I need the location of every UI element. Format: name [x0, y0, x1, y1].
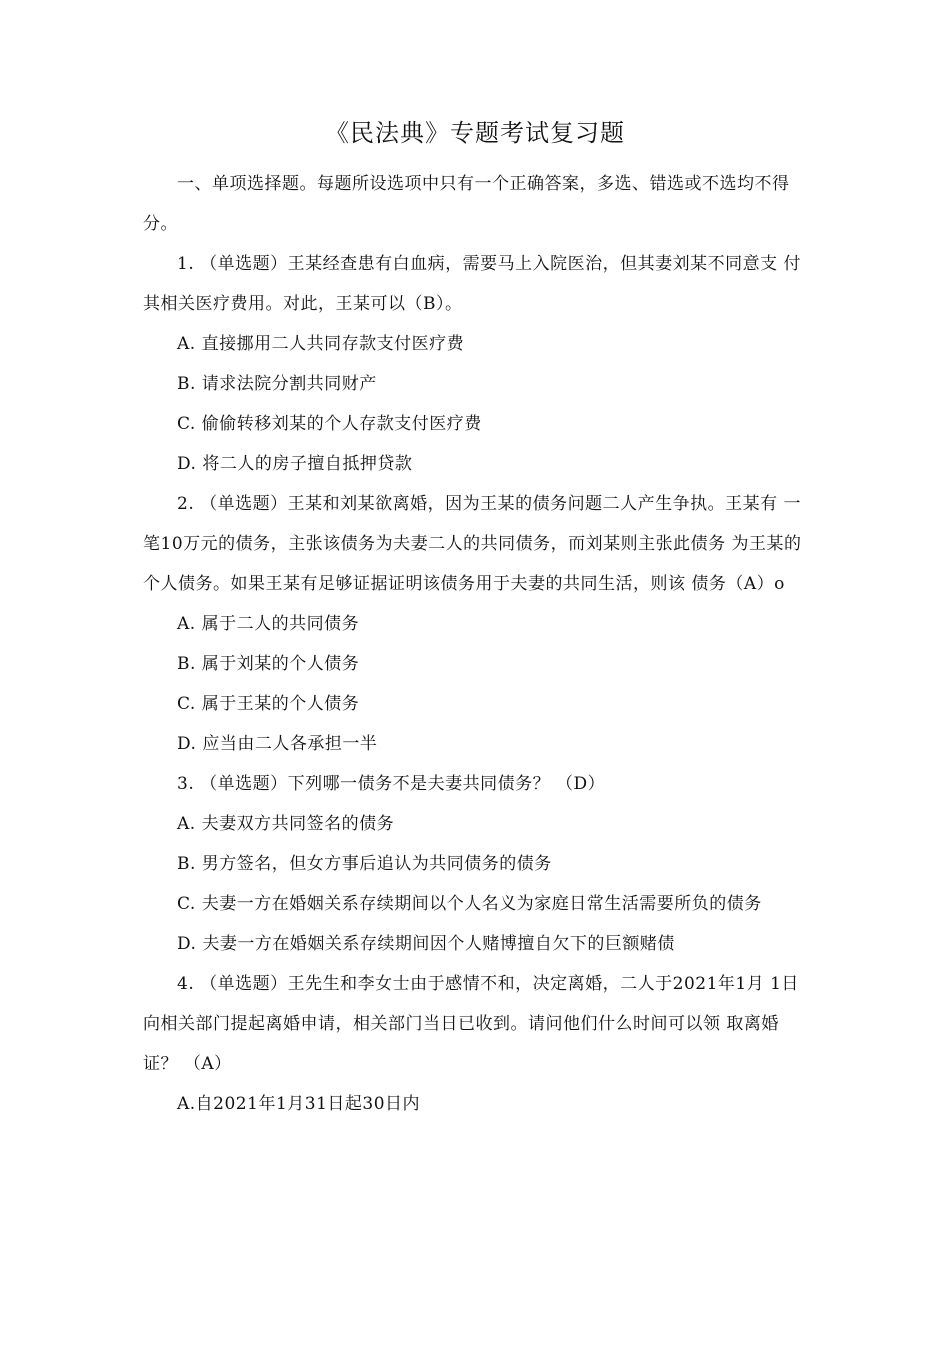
question-2-option-c: C. 属于王某的个人债务	[177, 694, 360, 714]
question-2-option-b: B. 属于刘某的个人债务	[177, 654, 360, 674]
question-1-stem: 1. （单选题）王某经查患有白血病，需要马上入院医治，但其妻刘某不同意支 付其相关医疗费用。对此，王某可以（B）。	[143, 254, 802, 314]
question-4-stem: 4. （单选题）王先生和李女士由于感情不和，决定离婚，二人于2021年1月 1日向相关部门提起离婚申请，相关部门当日已收到。请问他们什么时间可以领 取离婚证？ （A）	[143, 974, 799, 1074]
section-intro: 一、单项选择题。每题所设选项中只有一个正确答案，多选、错选或不选均不得分。	[143, 174, 790, 234]
question-1-option-b: B. 请求法院分割共同财产	[177, 374, 377, 394]
question-2-option-a: A. 属于二人的共同债务	[177, 614, 360, 634]
question-3-option-a: A. 夫妻双方共同签名的债务	[177, 814, 395, 834]
question-1-option-c: C. 偷偷转移刘某的个人存款支付医疗费	[177, 414, 482, 434]
question-2-option-d: D. 应当由二人各承担一半	[177, 734, 378, 754]
question-1-option-d: D. 将二人的房子擅自抵押贷款	[177, 454, 413, 474]
question-1-option-a: A. 直接挪用二人共同存款支付医疗费	[177, 334, 465, 354]
document-body	[143, 164, 813, 1124]
question-3-option-b: B. 男方签名，但女方事后追认为共同债务的债务	[177, 854, 552, 874]
question-3-option-c: C. 夫妻一方在婚姻关系存续期间以个人名义为家庭日常生活需要所负的债务	[177, 894, 762, 914]
question-4-option-a: A.自2021年1月31日起30日内	[177, 1094, 421, 1114]
document-title: 《民法典》专题考试复习题	[325, 119, 625, 147]
question-2-stem: 2. （单选题）王某和刘某欲离婚，因为王某的债务问题二人产生争执。王某有 一笔10万元的债务，主张该债务为夫妻二人的共同债务，而刘某则主张此债务 为王某的个人债务。如果王某有足够证据证明该债务用于夫妻的共同生活，则该 债务（A）o	[143, 494, 802, 594]
question-3-option-d: D. 夫妻一方在婚姻关系存续期间因个人赌博擅自欠下的巨额赌债	[177, 934, 675, 954]
question-3-stem: 3. （单选题）下列哪一债务不是夫妻共同债务？ （D）	[177, 774, 606, 794]
